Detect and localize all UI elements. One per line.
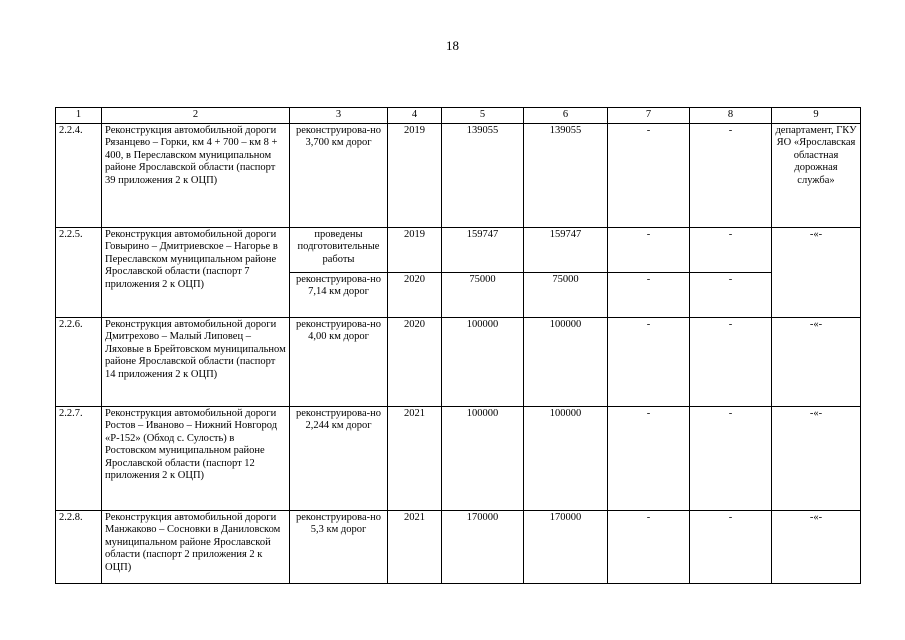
measure-year: 2019 <box>388 124 442 228</box>
value-col6: 100000 <box>524 407 608 511</box>
value-col6: 170000 <box>524 511 608 584</box>
executor: -«- <box>772 318 861 407</box>
row-number: 2.2.7. <box>56 407 102 511</box>
value-col8: - <box>690 228 772 273</box>
value-col5: 170000 <box>442 511 524 584</box>
value-col6: 159747 <box>524 228 608 273</box>
header-cell: 5 <box>442 108 524 124</box>
header-cell: 7 <box>608 108 690 124</box>
header-cell: 2 <box>102 108 290 124</box>
executor: -«- <box>772 228 861 318</box>
measure-result: реконструирова-но 5,3 км дорог <box>290 511 388 584</box>
program-table <box>55 107 861 584</box>
row-number: 2.2.5. <box>56 228 102 318</box>
measure-year: 2021 <box>388 511 442 584</box>
row-number: 2.2.4. <box>56 124 102 228</box>
measure-name: Реконструкция автомобильной дороги Манжаково – Сосновки в Даниловском муниципальном районе Ярославской области (паспорт 2 приложения 2 к ОЦП) <box>102 511 290 584</box>
page-number: 18 <box>446 38 459 53</box>
row-number: 2.2.8. <box>56 511 102 584</box>
header-cell: 9 <box>772 108 861 124</box>
value-col8: - <box>690 511 772 584</box>
value-col5: 139055 <box>442 124 524 228</box>
value-col5: 75000 <box>442 273 524 318</box>
measure-name: Реконструкция автомобильной дороги Говырино – Дмитриевское – Нагорье в Переславском муниципальном районе Ярославской области (паспорт 7 приложения 2 к ОЦП) <box>102 228 290 318</box>
table-row <box>56 318 861 407</box>
value-col7: - <box>608 228 690 273</box>
header-cell: 3 <box>290 108 388 124</box>
value-col7: - <box>608 273 690 318</box>
table-row <box>56 407 861 511</box>
value-col7: - <box>608 407 690 511</box>
value-col6: 100000 <box>524 318 608 407</box>
table-row <box>56 228 861 273</box>
header-cell: 1 <box>56 108 102 124</box>
measure-result: реконструирова-но 4,00 км дорог <box>290 318 388 407</box>
header-cell: 4 <box>388 108 442 124</box>
measure-result: проведены подготовительные работы <box>290 228 388 273</box>
measure-result: реконструирова-но 3,700 км дорог <box>290 124 388 228</box>
value-col7: - <box>608 318 690 407</box>
value-col5: 159747 <box>442 228 524 273</box>
value-col7: - <box>608 511 690 584</box>
value-col5: 100000 <box>442 318 524 407</box>
measure-year: 2021 <box>388 407 442 511</box>
measure-year: 2019 <box>388 228 442 273</box>
header-cell: 8 <box>690 108 772 124</box>
measure-name: Реконструкция автомобильной дороги Дмитрехово – Малый Липовец – Ляховые в Брейтовском муниципальном районе Ярославской области (паспорт 14 приложения 2 к ОЦП) <box>102 318 290 407</box>
measure-name: Реконструкция автомобильной дороги Рязанцево – Горки, км 4 + 700 – км 8 + 400, в Переславском муниципальном районе Ярославской области (паспорт 39 приложения 2 к ОЦП) <box>102 124 290 228</box>
measure-result: реконструирова-но 2,244 км дорог <box>290 407 388 511</box>
value-col7: - <box>608 124 690 228</box>
measure-result: реконструирова-но 7,14 км дорог <box>290 273 388 318</box>
value-col6: 139055 <box>524 124 608 228</box>
executor: -«- <box>772 407 861 511</box>
table-row <box>56 511 861 584</box>
value-col8: - <box>690 407 772 511</box>
executor: департамент, ГКУ ЯО «Ярославская областная дорожная служба» <box>772 124 861 228</box>
value-col8: - <box>690 273 772 318</box>
value-col5: 100000 <box>442 407 524 511</box>
value-col6: 75000 <box>524 273 608 318</box>
row-number: 2.2.6. <box>56 318 102 407</box>
executor: -«- <box>772 511 861 584</box>
measure-year: 2020 <box>388 318 442 407</box>
measure-year: 2020 <box>388 273 442 318</box>
header-cell: 6 <box>524 108 608 124</box>
measure-name: Реконструкция автомобильной дороги Ростов – Иваново – Нижний Новгород «Р-152» (Обход с. Сулость) в Ростовском муниципальном районе Ярославской области (паспорт 12 приложения 2 к ОЦП) <box>102 407 290 511</box>
value-col8: - <box>690 318 772 407</box>
value-col8: - <box>690 124 772 228</box>
table-header-row <box>56 108 861 124</box>
table-row <box>56 124 861 228</box>
